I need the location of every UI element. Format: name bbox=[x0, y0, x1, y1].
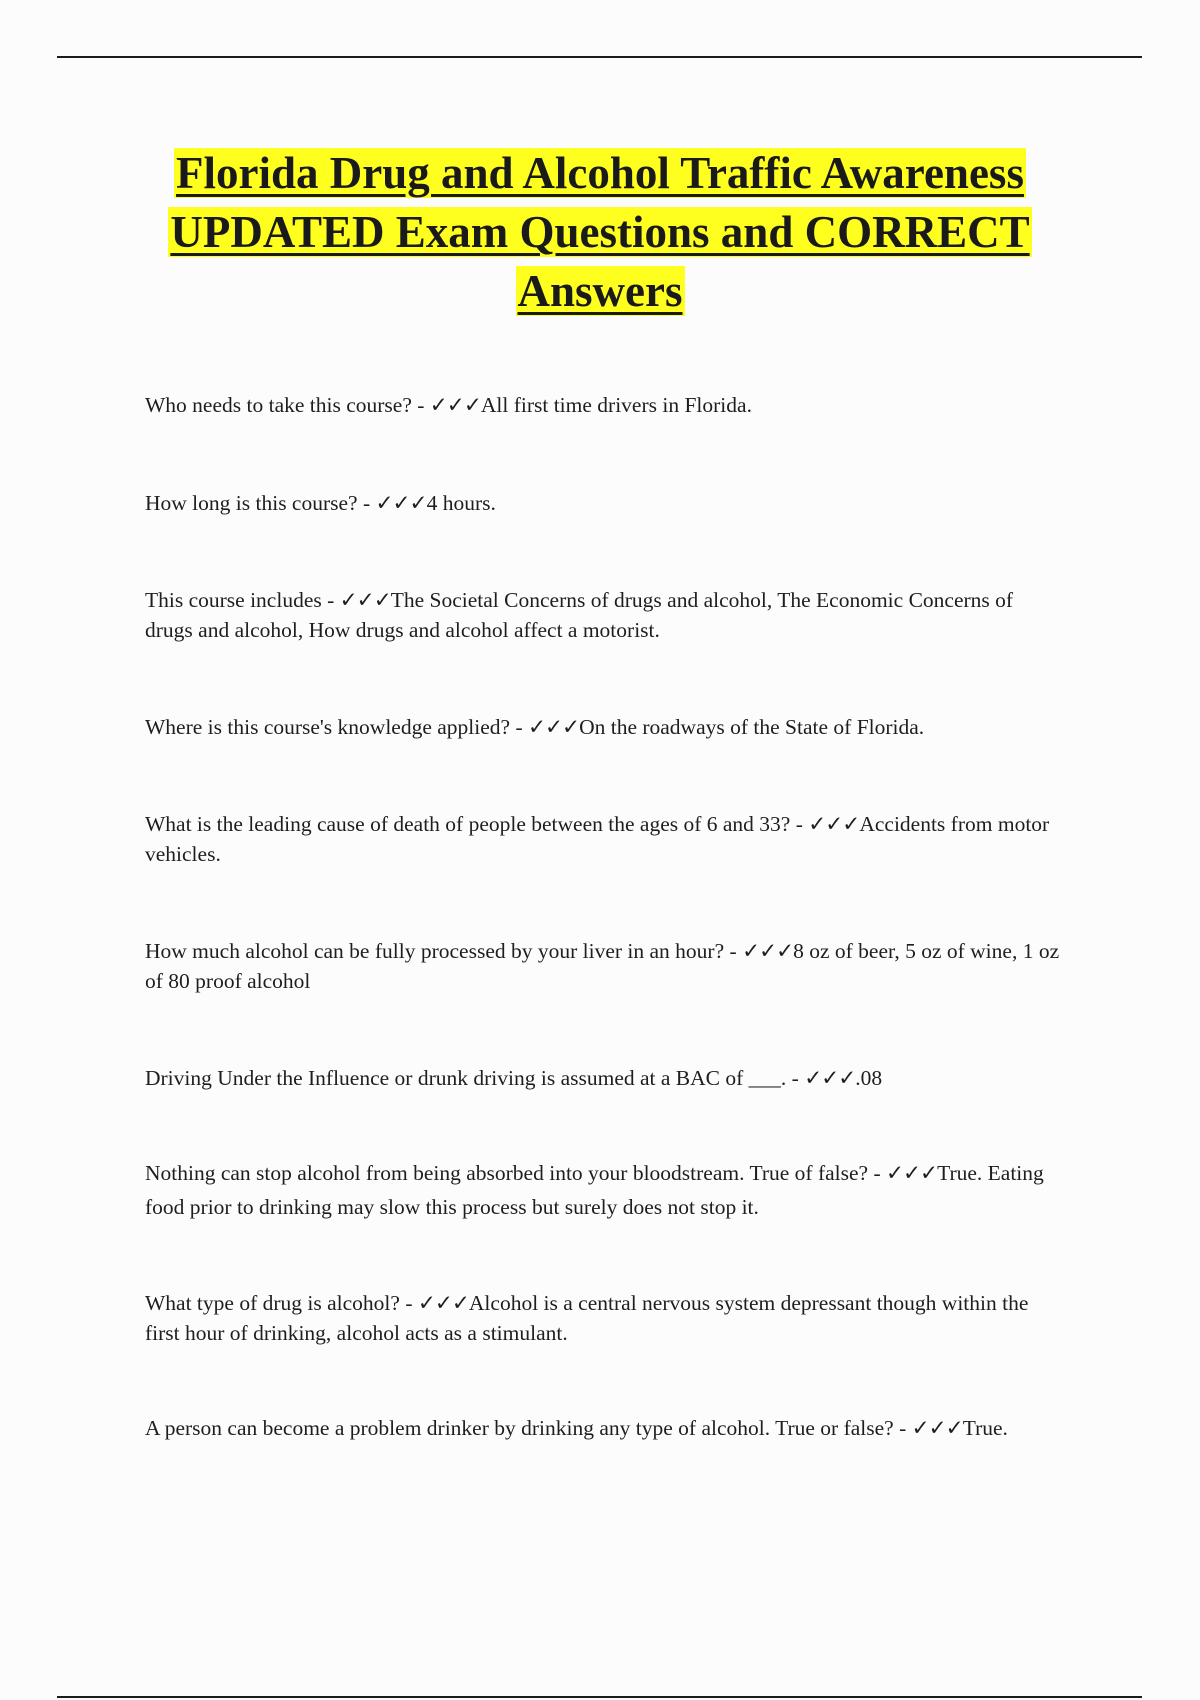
answer-text: True. Eating food prior to drinking may slow this process but surely does not stop it. bbox=[145, 1161, 1044, 1219]
answer-text: On the roadways of the State of Florida. bbox=[579, 715, 925, 739]
question-text: Who needs to take this course? bbox=[145, 393, 412, 417]
separator: - bbox=[790, 812, 809, 836]
page-title bbox=[100, 144, 1100, 321]
check-mark-icon: ✓✓✓ bbox=[742, 939, 794, 963]
separator: - bbox=[724, 939, 743, 963]
check-mark-icon: ✓✓✓ bbox=[808, 812, 860, 836]
separator: - bbox=[868, 1161, 887, 1185]
separator: - bbox=[321, 588, 340, 612]
page-title-text: Florida Drug and Alcohol Traffic Awareness UPDATED Exam Questions and CORRECT Answers bbox=[170, 148, 1030, 316]
qa-item-8 bbox=[145, 1156, 1065, 1224]
answer-text: The Societal Concerns of drugs and alcohol, The Economic Concerns of drugs and alcohol, How drugs and alcohol affect a motorist. bbox=[145, 588, 1014, 642]
separator: - bbox=[411, 393, 430, 417]
answer-text: .08 bbox=[855, 1066, 883, 1090]
answer-text: Accidents from motor vehicles. bbox=[145, 812, 1050, 866]
bottom-rule bbox=[57, 1696, 1142, 1698]
answer-text: All first time drivers in Florida. bbox=[480, 393, 752, 417]
check-mark-icon: ✓✓✓ bbox=[804, 1066, 856, 1090]
qa-item-1 bbox=[145, 390, 1065, 420]
answer-text: 4 hours. bbox=[426, 491, 496, 515]
check-mark-icon: ✓✓✓ bbox=[339, 588, 391, 612]
top-rule bbox=[57, 56, 1142, 58]
question-text: What type of drug is alcohol? bbox=[145, 1291, 400, 1315]
answer-text: Alcohol is a central nervous system depressant though within the first hour of drinking, alcohol acts as a stimulant. bbox=[145, 1291, 1029, 1345]
question-text: Nothing can stop alcohol from being absorbed into your bloodstream. True of false? bbox=[145, 1161, 869, 1185]
question-text: A person can become a problem drinker by drinking any type of alcohol. True or false? bbox=[145, 1416, 894, 1440]
qa-item-2 bbox=[145, 488, 1065, 518]
question-text: This course includes bbox=[145, 588, 322, 612]
separator: - bbox=[893, 1416, 912, 1440]
separator: - bbox=[357, 491, 376, 515]
check-mark-icon: ✓✓✓ bbox=[429, 393, 481, 417]
qa-item-7 bbox=[145, 1063, 1065, 1093]
question-text: How long is this course? bbox=[145, 491, 358, 515]
answer-text: 8 oz of beer, 5 oz of wine, 1 oz of 80 proof alcohol bbox=[145, 939, 1060, 993]
check-mark-icon: ✓✓✓ bbox=[528, 715, 580, 739]
check-mark-icon: ✓✓✓ bbox=[886, 1161, 938, 1185]
qa-item-4 bbox=[145, 712, 1065, 742]
question-text: Where is this course's knowledge applied? bbox=[145, 715, 511, 739]
qa-item-10 bbox=[145, 1411, 1065, 1445]
separator: - bbox=[786, 1066, 805, 1090]
check-mark-icon: ✓✓✓ bbox=[417, 1291, 469, 1315]
separator: - bbox=[510, 715, 529, 739]
question-text: How much alcohol can be fully processed by your liver in an hour? bbox=[145, 939, 725, 963]
check-mark-icon: ✓✓✓ bbox=[375, 491, 427, 515]
question-text: What is the leading cause of death of people between the ages of 6 and 33? bbox=[145, 812, 791, 836]
qa-item-3 bbox=[145, 585, 1065, 645]
question-text: Driving Under the Influence or drunk driving is assumed at a BAC of ___. bbox=[145, 1066, 787, 1090]
qa-item-9 bbox=[145, 1288, 1065, 1348]
separator: - bbox=[399, 1291, 418, 1315]
check-mark-icon: ✓✓✓ bbox=[911, 1416, 963, 1440]
qa-item-6 bbox=[145, 936, 1065, 996]
answer-text: True. bbox=[962, 1416, 1008, 1440]
qa-item-5 bbox=[145, 809, 1065, 869]
